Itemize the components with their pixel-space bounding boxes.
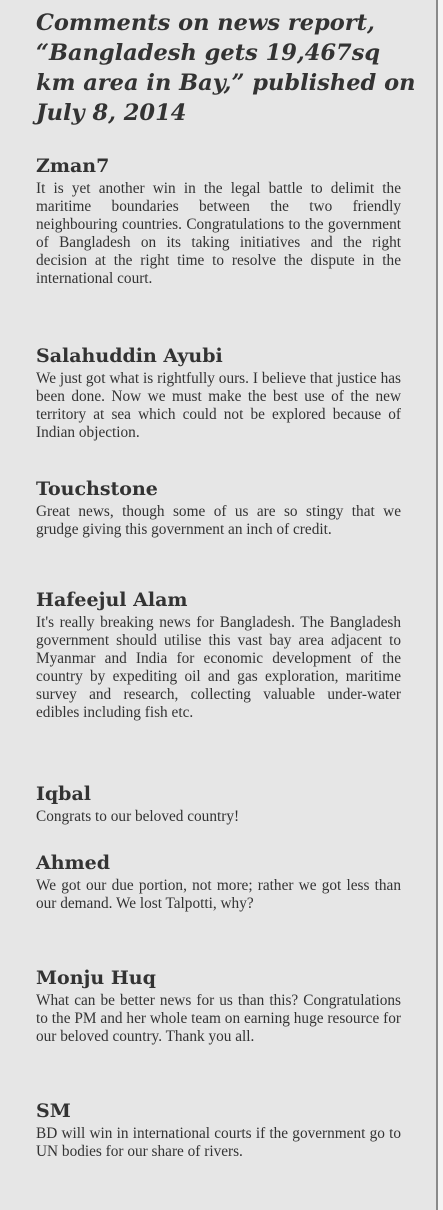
comment-author: Touchstone [36,478,158,500]
comment-author: Zman7 [36,155,110,177]
comment-block [36,588,401,722]
comment-text: We just got what is rightfully ours. I believe that justice has been done. Now we must make the best use of the new territory at sea which could not be explored because of Indian objection. [36,370,401,441]
comment-text: It is yet another win in the legal battle to delimit the maritime boundaries between the two friendly neighbouring countries. Congratulations to the government of Bangladesh on its taking initiatives and the right decision at the right time to resolve the dispute in the international court. [36,180,401,287]
comment-block [36,782,401,826]
comment-text: It's really breaking news for Bangladesh. The Bangladesh government should utilise this vast bay area adjacent to Myanmar and India for economic development of the country by expediting oil and gas exploration, maritime survey and research, collecting valuable under-water edibles including fish etc. [36,614,401,721]
comment-block [36,344,401,442]
comment-block [36,477,401,539]
comment-author: Monju Huq [36,967,156,989]
comment-author: Iqbal [36,783,91,805]
comment-text: Congrats to our beloved country! [36,808,240,825]
comment-block [36,154,401,288]
comment-author: Hafeejul Alam [36,589,188,611]
comment-block [36,966,401,1046]
comment-author: Ahmed [36,852,111,874]
comment-block [36,851,401,913]
comment-text: Great news, though some of us are so stingy that we grudge giving this government an inch of credit. [36,503,401,538]
comment-block [36,1099,401,1161]
comment-author: Salahuddin Ayubi [36,345,223,367]
comment-author: SM [36,1100,71,1122]
comment-text: BD will win in international courts if the government go to UN bodies for our share of rivers. [36,1125,401,1160]
comment-text: We got our due portion, not more; rather we got less than our demand. We lost Talpotti, why? [36,877,401,912]
section-title: Comments on news report, “Bangladesh gets 19,467sq km area in Bay,” published on July 8, 2014 [36,10,416,126]
comment-text: What can be better news for us than this? Congratulations to the PM and her whole team on earning huge resource for our beloved country. Thank you all. [36,992,401,1045]
page-edge-margin [438,0,443,1210]
